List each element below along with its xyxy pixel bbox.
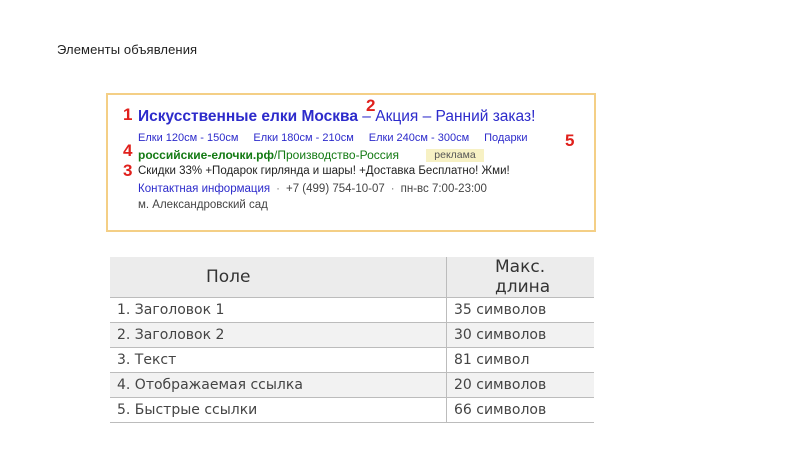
field-max-length: 66 символов: [447, 398, 595, 423]
field-max-length: 20 символов: [447, 373, 595, 398]
ad-headline-1[interactable]: Искусственные елки Москва: [138, 108, 358, 125]
ad-display-url: [138, 148, 484, 162]
ad-sitelinks: [138, 132, 528, 144]
field-name: 3. Текст: [110, 348, 447, 373]
marker-1: 1: [123, 105, 133, 124]
table-row: [110, 348, 594, 373]
sitelink-4[interactable]: Подарки: [484, 132, 528, 144]
field-name: 1. Заголовок 1: [110, 298, 447, 323]
display-url-path[interactable]: /Производство-Россия: [274, 148, 399, 162]
display-url-domain[interactable]: российские-елочки.рф: [138, 148, 275, 162]
ad-headline-2[interactable]: Акция – Ранний заказ!: [375, 108, 536, 125]
table-row: [110, 298, 594, 323]
table-row: [110, 398, 594, 423]
marker-4: 4: [123, 141, 133, 160]
contact-info-link[interactable]: Контактная информация: [138, 183, 271, 195]
contact-hours: пн-вс 7:00-23:00: [400, 183, 487, 195]
table-row: [110, 323, 594, 348]
page-title: Элементы объявления: [57, 42, 198, 57]
sitelink-2[interactable]: Елки 180см - 210см: [253, 132, 354, 144]
ad-text: Скидки 33% +Подарок гирлянда и шары! +Доставка Бесплатно! Жми!: [138, 165, 510, 177]
marker-3: 3: [123, 161, 133, 180]
field-max-length: 81 символ: [447, 348, 595, 373]
ad-headline-separator: –: [362, 108, 371, 125]
ad-badge: реклама: [426, 149, 483, 162]
field-name: 5. Быстрые ссылки: [110, 398, 447, 423]
table-header-row: [110, 257, 594, 298]
field-max-length: 30 символов: [447, 323, 595, 348]
marker-2: 2: [366, 96, 376, 115]
ad-headline: [138, 108, 535, 126]
separator-dot-2: ·: [390, 183, 395, 195]
field-max-length: 35 символов: [447, 298, 595, 323]
field-name: 2. Заголовок 2: [110, 323, 447, 348]
separator-dot-1: ·: [276, 183, 280, 195]
header-max-length: Макс. длина: [447, 257, 595, 298]
marker-5: 5: [565, 131, 575, 150]
sitelink-1[interactable]: Елки 120см - 150см: [138, 132, 239, 144]
field-name: 4. Отображаемая ссылка: [110, 373, 447, 398]
ad-metro: м. Александровский сад: [138, 199, 268, 211]
table-row: [110, 373, 594, 398]
sitelink-3[interactable]: Елки 240см - 300см: [368, 132, 470, 144]
ad-example: [106, 93, 596, 232]
header-field: Поле: [110, 257, 447, 298]
contact-phone[interactable]: +7 (499) 754-10-07: [286, 183, 385, 195]
fields-table: [110, 257, 594, 423]
ad-contact-line: [138, 183, 487, 195]
